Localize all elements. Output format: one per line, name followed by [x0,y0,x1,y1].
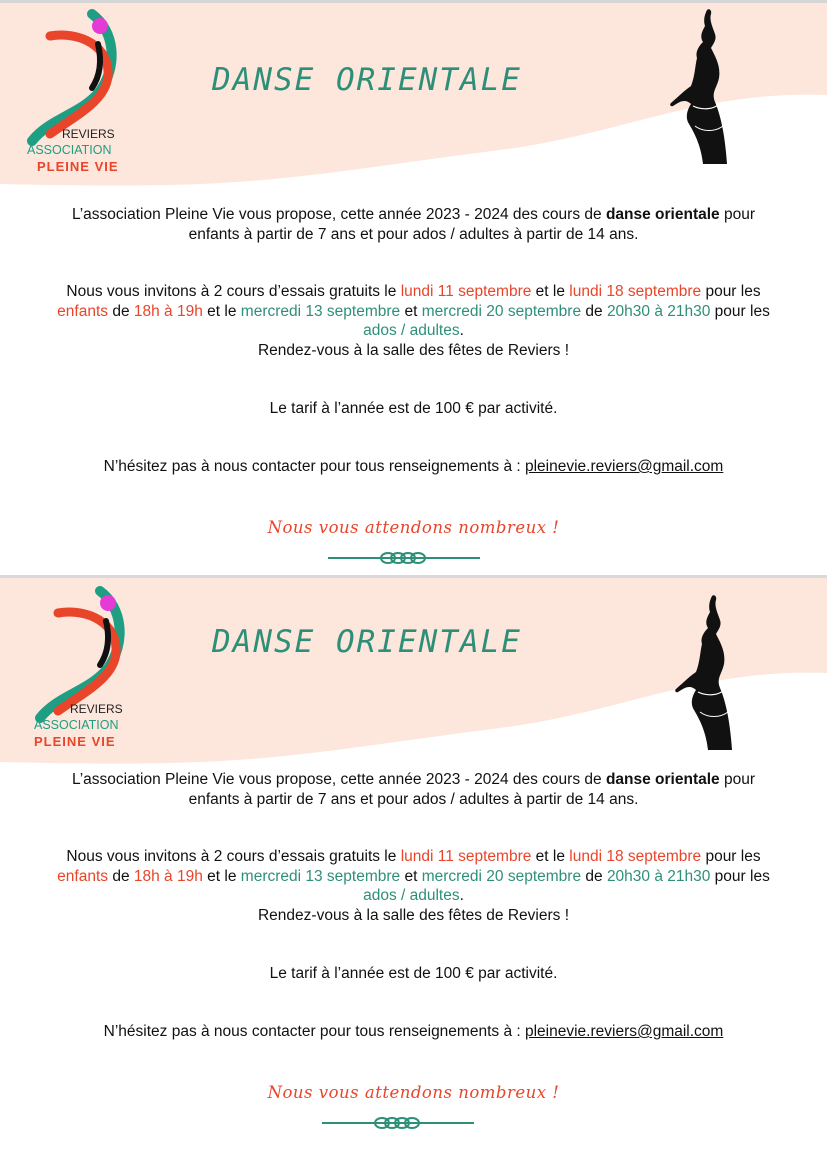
kids-time: 18h à 19h [133,302,203,320]
intro-text-end: pour [719,771,756,788]
logo-text-association: ASSOCIATION [34,718,119,732]
kids-time: 18h à 19h [133,867,203,885]
invite-text: et le [531,283,570,300]
invite-text: de [581,302,607,320]
contact-text: N’hésitez pas à nous contacter pour tous renseignements à : [103,1023,525,1040]
intro-line2: enfants à partir de 7 ans et pour ados / adultes à partir de 14 ans. [188,225,639,243]
logo-text-pleine-vie: PLEINE VIE [37,159,119,174]
intro-text: L’association Pleine Vie vous propose, cette année 2023 - 2024 des cours de [71,206,606,223]
meeting-place: Rendez-vous à la salle des fêtes de Reviers ! [257,341,570,359]
invite-text: et [400,867,422,885]
adults-time: 20h30 à 21h30 [606,302,711,320]
tarif-text: Le tarif à l’année est de 100 € par activité. [269,400,558,417]
dancer-silhouette-icon [670,592,740,752]
date-wednesday-13: mercredi 13 septembre [240,867,401,885]
invite-text: pour les [701,848,761,865]
ornament-divider-icon [328,551,480,565]
invite-paragraph [20,282,807,360]
invite-text: . [459,322,464,339]
intro-line2: enfants à partir de 7 ans et pour ados / adultes à partir de 14 ans. [188,790,639,808]
invite-text: de [108,867,134,885]
contact-email-link[interactable]: pleinevie.reviers@gmail.com [524,458,724,475]
invite-text: . [459,887,464,904]
logo-text-reviers: REVIERS [62,127,115,141]
invite-text: Nous vous invitons à 2 cours d’essais gratuits le [66,848,401,865]
invite-text: pour les [710,302,770,320]
date-monday-11: lundi 11 septembre [400,848,532,865]
ornament-divider-icon [322,1116,474,1130]
date-monday-18: lundi 18 septembre [569,283,702,300]
adults-label: ados / adultes [363,322,460,339]
date-wednesday-20: mercredi 20 septembre [421,302,582,320]
intro-text: L’association Pleine Vie vous propose, cette année 2023 - 2024 des cours de [71,771,606,788]
date-monday-18: lundi 18 septembre [569,848,702,865]
invite-paragraph [20,847,807,925]
closing-text: Nous vous attendons nombreux ! [267,518,560,537]
kids-label: enfants [57,302,109,320]
flyer-2 [0,575,827,1169]
invite-text: et le [531,848,570,865]
intro-bold: danse orientale [605,771,720,788]
page-title: DANSE ORIENTALE [212,62,522,98]
invite-text: de [581,867,607,885]
adults-label: ados / adultes [363,887,460,904]
invite-text: Nous vous invitons à 2 cours d’essais gratuits le [66,283,401,300]
invite-text: de [108,302,134,320]
kids-label: enfants [57,867,109,885]
intro-paragraph [20,205,807,244]
date-wednesday-13: mercredi 13 septembre [240,302,401,320]
date-monday-11: lundi 11 septembre [400,283,532,300]
invite-text: pour les [701,283,761,300]
adults-time: 20h30 à 21h30 [606,867,711,885]
contact-paragraph [20,1022,807,1042]
contact-text: N’hésitez pas à nous contacter pour tous renseignements à : [103,458,525,475]
logo-text-pleine-vie: PLEINE VIE [34,734,116,749]
meeting-place: Rendez-vous à la salle des fêtes de Reviers ! [257,906,570,924]
closing-text: Nous vous attendons nombreux ! [267,1083,560,1102]
intro-bold: danse orientale [605,206,720,223]
page-title: DANSE ORIENTALE [212,624,522,660]
tarif-text: Le tarif à l’année est de 100 € par activité. [269,965,558,982]
invite-text: et le [202,867,241,885]
invite-text: et le [202,302,241,320]
flyer-1 [0,0,827,575]
intro-text-end: pour [719,206,756,223]
date-wednesday-20: mercredi 20 septembre [421,867,582,885]
invite-text: pour les [710,867,770,885]
logo-text-association: ASSOCIATION [27,143,112,157]
intro-paragraph [20,770,807,809]
contact-email-link[interactable]: pleinevie.reviers@gmail.com [524,1023,724,1040]
logo-text-reviers: REVIERS [70,702,123,716]
dancer-silhouette-icon [665,6,735,166]
contact-paragraph [20,457,807,477]
invite-text: et [400,302,422,320]
